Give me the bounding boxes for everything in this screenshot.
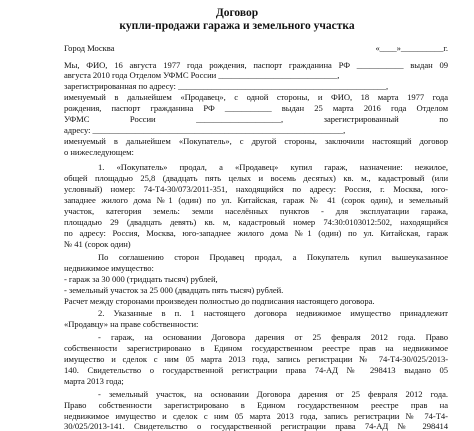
text-line: адресу: ___________________________________________________________, [64,125,346,135]
text-line: недвижимое имущество и сделок с ним 05 марта 2013 года, запись регистрации № 74-Т4- [64,411,448,421]
text-line: условный) номер: 74-Т4-30/073/2011-351, находящийся по адресу: Россия, г. Москва, юго- [64,184,448,194]
text-line: зарегистрированная по адресу: _________________________________________________, [64,81,389,91]
contract-date: «____»__________г. [375,43,448,53]
text-line: 1. «Покупатель» продал, а «Продавец» купил гараж, назначение: нежилое, [98,162,448,172]
text-line: участок, категория земель: земли населённых пунктов - для эксплуатации гаража, [64,206,448,216]
text-line: недвижимое имущество: [64,263,154,273]
text-line: Расчет между сторонами произведен полностью до подписания настоящего договора. [64,296,375,306]
text-line: марта 2013 года; [64,376,124,386]
document-title: Договор [215,7,259,19]
text-line: именуемый в дальнейшем «Покупатель», с другой стороны, заключили настоящий договор [64,136,448,146]
text-line: - земельный участок, на основании Договора дарения от 25 февраля 2012 года. [98,389,448,399]
text-line: 30/025/2013-141. Свидетельство о государственной регистрации права 74-АД № 298414 [64,421,448,431]
text-line: «Продавцу» на праве собственности: [64,319,199,329]
price-line-garage: - гараж за 30 000 (тридцать тысяч) рублей, [64,274,218,284]
text-line: № 41 (сорок один) [64,239,131,249]
text-line: западнее жилого дома №1 (один) по ул. Китайская, гараж № 41 (сорок один), и земельный [64,195,448,205]
document-subtitle: купли-продажи гаража и земельного участка [119,20,355,32]
text-line: 140. Свидетельство о государственной регистрации права 74-АД № 298413 выдано 05 [64,365,448,375]
text-line: собственности зарегистрировано в Едином государственном реестре прав на недвижимое [64,343,448,353]
text-line: Мы, ФИО, 16 августа 1977 года рождения, паспорт гражданина РФ ___________ выдан 09 [64,60,448,70]
text-line: Право собственности зарегистрировано в Едином государственном реестре прав на [64,400,448,410]
text-line: - гараж, на основании Договора дарения от 25 февраля 2012 года. Право [98,332,448,342]
text-line: о нижеследующем: [64,147,134,157]
text-line: августа 2010 года Отделом УФМС России ____________________________, [64,70,340,80]
city-label: Город Москва [64,43,115,53]
price-line-land: - земельный участок за 25 000 (двадцать пять тысяч) рублей. [64,285,284,295]
text-line: По соглашению сторон Продавец продал, а Покупатель купил вышеуказанное [98,252,448,262]
text-line: общей площадью 25,8 (двадцать пять целых и восемь десятых) кв. м., кадастровый (или [64,173,448,183]
text-line: имущество и сделок с ним 05 марта 2013 года, запись регистрации № 74-Т4-30/025/2013- [64,354,448,364]
text-line: по адресу: Россия, Москва, юго-западнее жилого дома №1 (один) по ул. Китайская, гараж [64,228,448,238]
text-line: площадью 29 (двадцать девять) кв. м, кадастровый номер 74:30:0103012:502, находящийся [64,217,448,227]
text-line: рождения, паспорт гражданина РФ ___________ выдан 25 марта 2016 года Отделом [64,103,448,113]
text-line: 2. Указанные в п. 1 настоящего договора недвижимое имущество принадлежит [98,308,448,318]
text-line: именуемый в дальнейшем «Продавец», с одной стороны, и ФИО, 18 марта 1977 года [64,92,448,102]
text-line: УФМС России ____________________, зарегистрированный по [64,114,448,124]
